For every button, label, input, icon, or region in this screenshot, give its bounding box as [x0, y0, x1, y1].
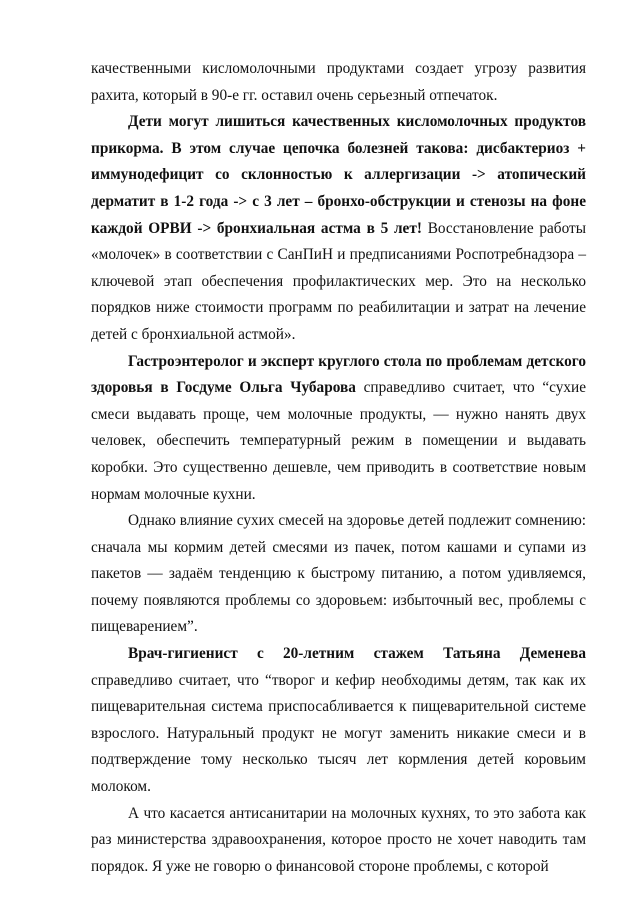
- text-run: качественными кисломолочными продуктами создает угрозу развития рахита, который в 90-е гг. оставил очень серьезный отпечаток.: [91, 60, 586, 104]
- text-run: Однако влияние сухих смесей на здоровье детей подлежит сомнению: сначала мы кормим детей смесями из пачек, потом кашами и супами из пакетов — задаём тенденцию к быстрому питанию, а потом удивляемся, почему появляются проблемы со здоровьем: избыточный вес, проблемы с пищеварением”.: [91, 512, 586, 636]
- text-run: А что касается антисанитарии на молочных кухнях, то это забота как раз министерства здравоохранения, которое просто не хочет наводить там порядок. Я уже не говорю о финансовой стороне проблемы, с которой: [91, 804, 586, 875]
- paragraph: [91, 56, 586, 109]
- bold-text-run: Врач-гигиенист с 20-летним стажем Татьяна Деменева: [128, 645, 586, 663]
- paragraph: [91, 508, 586, 641]
- paragraph: [91, 109, 586, 348]
- text-run: Восстановление работы «молочек» в соответствии с СанПиН и предписаниями Роспотребнадзора – ключевой этап обеспечения профилактических мер. Это на несколько порядков ниже стоимости программ по реабилитации и затрат на лечение детей с бронхиальной астмой».: [91, 219, 586, 343]
- paragraph: [91, 801, 586, 881]
- text-run: справедливо считает, что “сухие смеси выдавать проще, чем молочные продукты, — нужно нанять двух человек, обеспечить температурный режим в помещении и выдавать коробки. Это существенно дешевле, чем приводить в соответствие новым нормам молочные кухни.: [91, 379, 586, 503]
- paragraph: [91, 349, 586, 509]
- text-run: справедливо считает, что “творог и кефир необходимы детям, так как их пищеварительная система приспосабливается к пищеварительной системе взрослого. Натуральный продукт не могут заменить никакие смеси и в подтверждение тому несколько тысяч лет кормления детей коровьим молоком.: [91, 671, 586, 796]
- paragraph: [91, 641, 586, 801]
- bold-text-run: Гастроэнтеролог и эксперт круглого стола по проблемам детского здоровья в Госдуме Ольга Чубарова: [91, 352, 586, 397]
- body-text: [91, 56, 586, 880]
- bold-text-run: Дети могут лишиться качественных кисломолочных продуктов прикорма. В этом случае цепочка болезней такова: дисбактериоз + иммунодефицит со склонностью к аллергизации -> атопический дерматит в 1-2 года -> с 3 лет – бронхо-обструкции и стенозы на фоне каждой ОРВИ -> бронхиальная астма в 5 лет!: [91, 113, 586, 237]
